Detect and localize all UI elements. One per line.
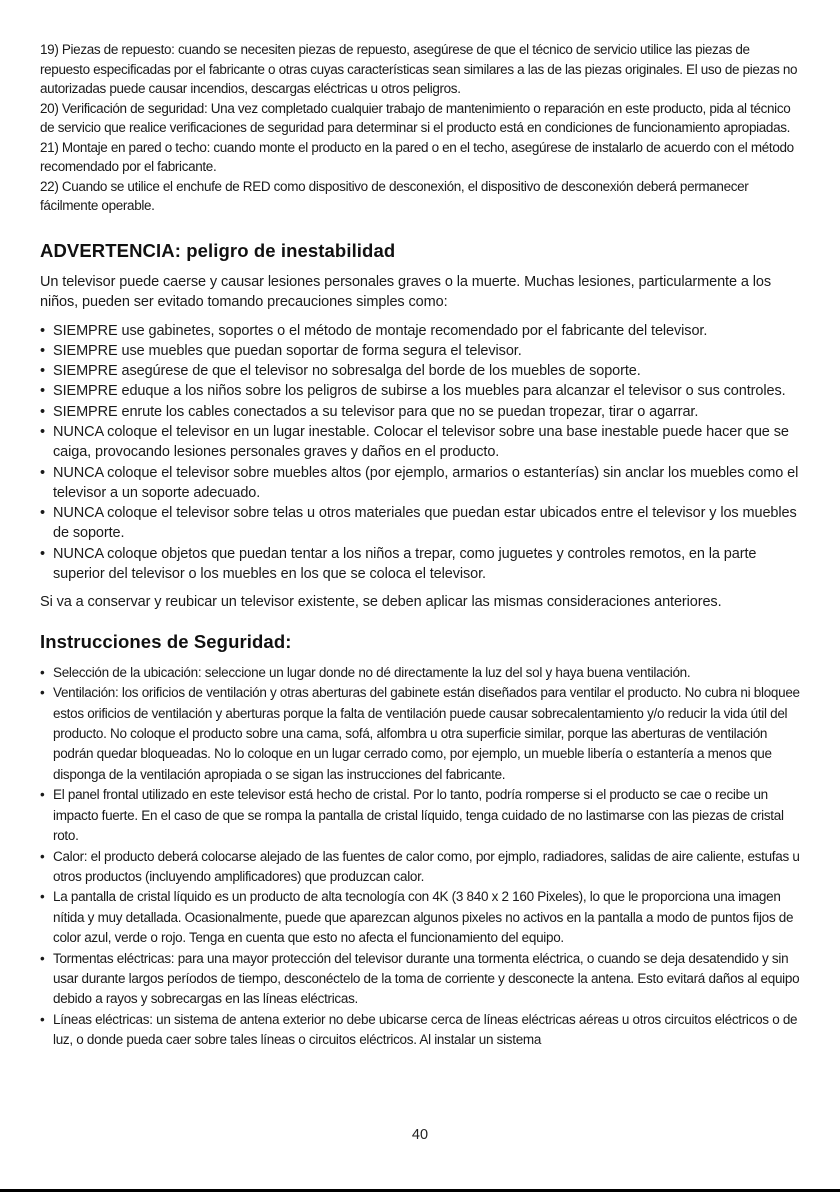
bullet-icon: • — [40, 383, 45, 400]
bullet-icon: • — [40, 545, 45, 562]
bullet-icon: • — [40, 950, 45, 966]
list-item — [40, 463, 800, 504]
document-page — [40, 40, 800, 1051]
page-number: 40 — [411, 1127, 429, 1143]
list-item-text: NUNCA coloque el televisor sobre telas u otros materiales que puedan estar ubicados entre el televisor y los muebles de soporte. — [53, 505, 797, 542]
bullet-icon: • — [40, 889, 45, 905]
item-21-wall-ceiling-mount: 21) Montaje en pared o techo: cuando monte el producto en la pared o en el techo, asegúrese de instalarlo de acuerdo con el método recomendado por el fabricante. — [40, 139, 794, 174]
list-item — [40, 341, 800, 361]
list-item-text: SIEMPRE asegúrese de que el televisor no sobresalga del borde de los muebles de soporte. — [53, 363, 641, 380]
list-item-text: Selección de la ubicación: seleccione un lugar donde no dé directamente la luz del sol y haya buena ventilación. — [53, 664, 691, 680]
item-20-safety-check: 20) Verificación de seguridad: Una vez completado cualquier trabajo de mantenimiento o reparación en este producto, pida al técnico de servicio que realice verificaciones de seguridad para determinar si el producto está en condiciones de funcionamiento apropiadas. — [40, 100, 791, 135]
list-item-text: Tormentas eléctricas: para una mayor protección del televisor durante una tormenta eléctrica, o cuando se deja desatendido y sin usar durante largos períodos de tiempo, desconéctelo de la toma de corriente y desconecte la antena. Esto evitará daños al equipo debido a rayos y sobrecargas en las líneas eléctricas. — [53, 950, 800, 1007]
intro-numbered-items — [40, 40, 800, 216]
list-item-text: Calor: el producto deberá colocarse alejado de las fuentes de calor como, por ejmplo, radiadores, salidas de aire caliente, estufas u otros productos (incluyendo amplificadores) que produzcan calor. — [53, 848, 800, 884]
item-19-replacement-parts: 19) Piezas de repuesto: cuando se necesiten piezas de repuesto, asegúrese de que el técnico de servicio utilice las piezas de repuesto especificadas por el fabricante o otras cuyas características sean similares a las de las piezas originales. El uso de piezas no autorizadas puede causar incendios, descargas eléctricas u otros peligros. — [40, 42, 798, 96]
warning-list — [40, 321, 800, 585]
list-item-text: SIEMPRE enrute los cables conectados a su televisor para que no se puedan tropezar, tirar o agarrar. — [53, 403, 699, 420]
list-item — [40, 544, 800, 585]
list-item — [40, 847, 800, 888]
bullet-icon: • — [40, 1011, 45, 1027]
list-item — [40, 361, 800, 381]
bullet-icon: • — [40, 363, 45, 380]
bullet-icon: • — [40, 787, 45, 803]
safety-list — [40, 663, 800, 1051]
list-item — [40, 402, 800, 422]
list-item — [40, 683, 800, 785]
list-item — [40, 381, 800, 401]
bullet-icon: • — [40, 403, 45, 420]
list-item — [40, 785, 800, 846]
bullet-icon: • — [40, 322, 45, 339]
list-item-text: SIEMPRE use muebles que puedan soportar de forma segura el televisor. — [53, 342, 522, 359]
warning-outro: Si va a conservar y reubicar un televisor existente, se deben aplicar las mismas consideraciones anteriores. — [40, 594, 722, 611]
list-item-text: La pantalla de cristal líquido es un producto de alta tecnología con 4K (3 840 x 2 160 Pixeles), lo que le proporciona una imagen nítida y muy detallada. Ocasionalmente, puede que aparezcan algunos pixeles no activos en la pantalla a modo de puntos fijos de color azul, verde o rojo. Tenga en cuenta que esto no afecta el funcionamiento del equipo. — [53, 889, 794, 946]
bullet-icon: • — [40, 342, 45, 359]
list-item-text: NUNCA coloque el televisor sobre muebles altos (por ejemplo, armarios o estanterías) sin anclar los muebles como el televisor a un soporte adecuado. — [53, 464, 799, 501]
item-22-mains-plug-disconnect: 22) Cuando se utilice el enchufe de RED como dispositivo de desconexión, el dispositivo de desconexión deberá permanecer fácilmente operable. — [40, 178, 749, 213]
bullet-icon: • — [40, 664, 45, 680]
list-item — [40, 503, 800, 544]
list-item — [40, 887, 800, 948]
warning-heading: ADVERTENCIA: peligro de inestabilidad — [40, 239, 396, 261]
list-item — [40, 422, 800, 463]
list-item-text: Líneas eléctricas: un sistema de antena exterior no debe ubicarse cerca de líneas eléctricas aéreas u otros circuitos eléctricos o de luz, o donde pueda caer sobre tales líneas o circuitos eléctricos. Al instalar un sistema — [53, 1011, 798, 1048]
list-item — [40, 663, 800, 683]
list-item — [40, 321, 800, 341]
bullet-icon: • — [40, 848, 45, 864]
safety-heading: Instrucciones de Seguridad: — [40, 630, 292, 652]
warning-intro: Un televisor puede caerse y causar lesiones personales graves o la muerte. Muchas lesiones, particularmente a los niños, pueden ser evitado tomando precauciones simples como: — [40, 273, 771, 310]
list-item-text: NUNCA coloque el televisor en un lugar inestable. Colocar el televisor sobre una base inestable puede hacer que se caiga, provocando lesiones personales graves y daños en el producto. — [53, 423, 789, 461]
list-item-text: Ventilación: los orificios de ventilación y otras aberturas del gabinete están diseñados para ventilar el producto. No cubra ni bloquee estos orificios de ventilación y aberturas porque la falta de ventilación puede causar sobrecalentamiento y/o reducir la vida útil del producto. No coloque el producto sobre una cama, sofá, alfombra u otra superficie similar, porque las aberturas de ventilación podrán quedar bloqueadas. No lo coloque en un lugar cerrado como, por ejemplo, un mueble libería o estantería a menos que disponga de la ventilación apropiada o se sigan las instrucciones del fabricante. — [53, 685, 800, 782]
list-item — [40, 1010, 800, 1051]
bullet-icon: • — [40, 423, 45, 440]
list-item-text: SIEMPRE use gabinetes, soportes o el método de montaje recomendado por el fabricante del televisor. — [53, 322, 708, 339]
bullet-icon: • — [40, 685, 45, 701]
list-item-text: El panel frontal utilizado en este televisor está hecho de cristal. Por lo tanto, podría romperse si el producto se cae o recibe un impacto fuerte. En el caso de que se rompa la pantalla de cristal líquido, tenga cuidado de no lastimarse con las piezas de cristal roto. — [53, 787, 784, 844]
list-item-text: SIEMPRE eduque a los niños sobre los peligros de subirse a los muebles para alcanzar el televisor o sus controles. — [53, 383, 786, 400]
bullet-icon: • — [40, 505, 45, 522]
list-item-text: NUNCA coloque objetos que puedan tentar a los niños a trepar, como juguetes y controles remotos, en la parte superior del televisor o los muebles en los que se coloca el televisor. — [53, 545, 757, 583]
list-item — [40, 949, 800, 1010]
bullet-icon: • — [40, 464, 45, 481]
